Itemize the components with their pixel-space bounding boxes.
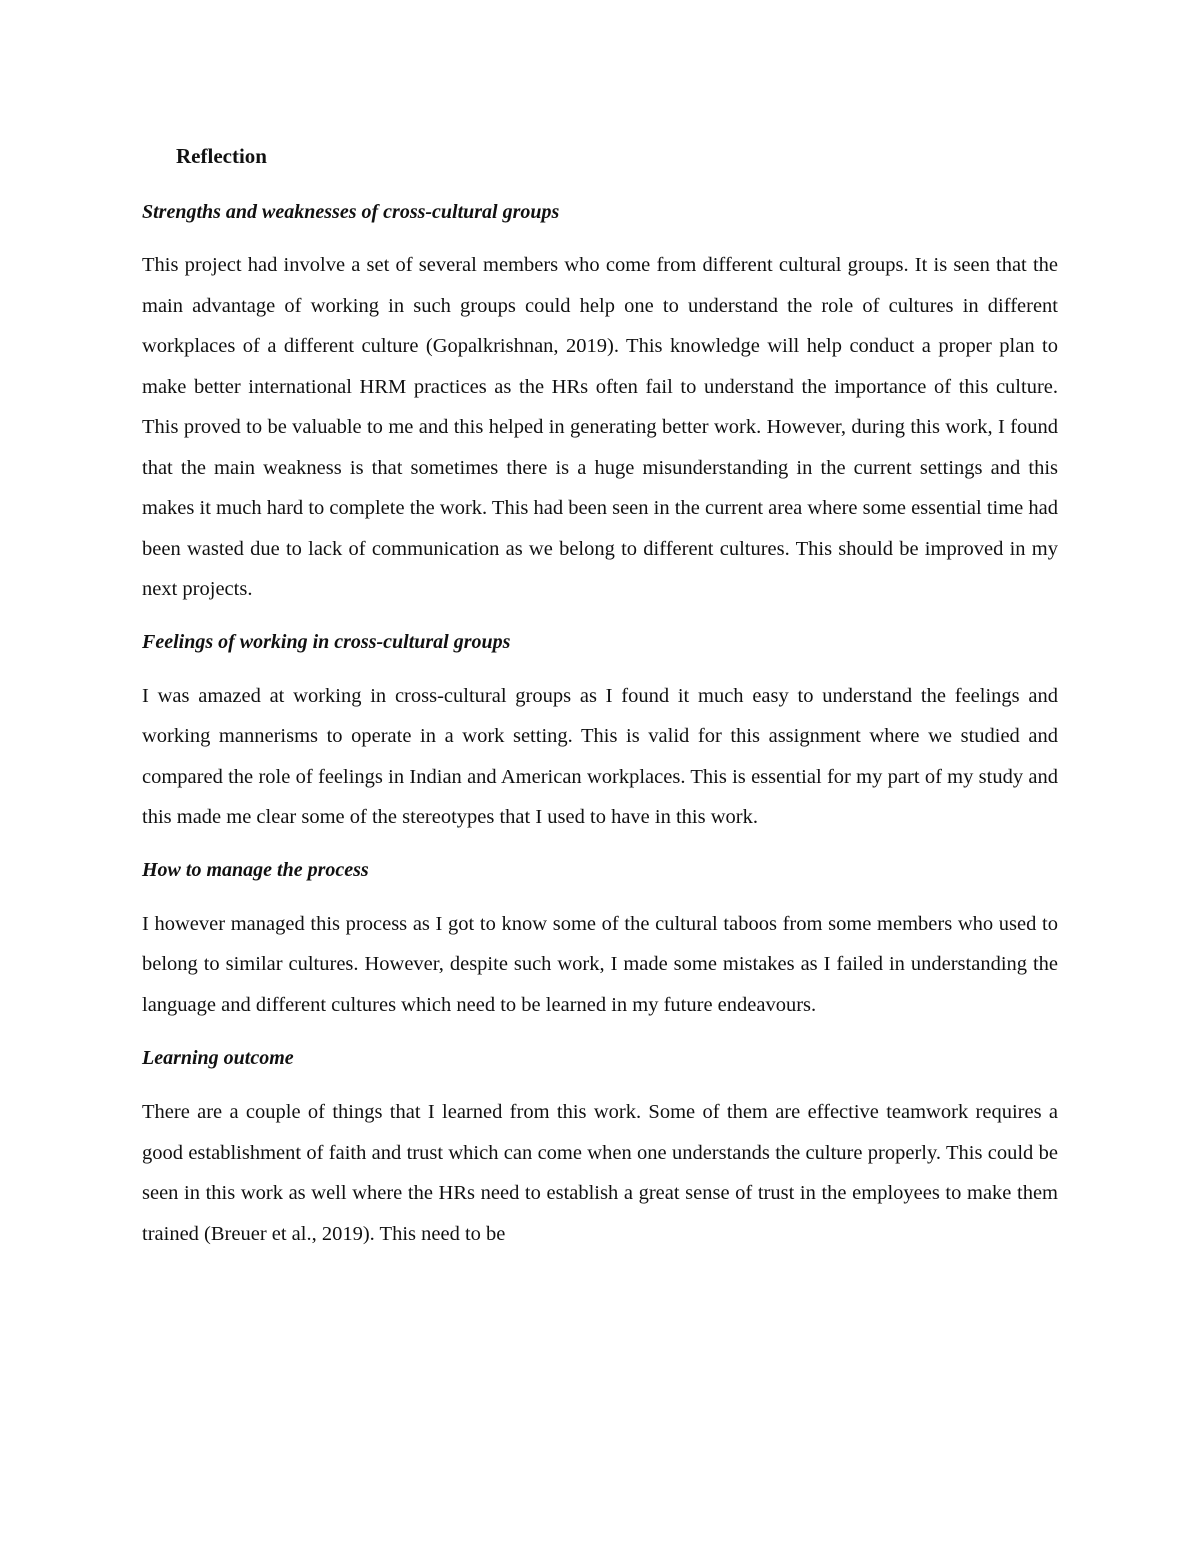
section-heading-strengths-weaknesses: Strengths and weaknesses of cross-cultural groups [142, 201, 560, 223]
section-heading-manage-process: How to manage the process [142, 858, 369, 881]
section-paragraph-manage-process: I however managed this process as I got to know some of the cultural taboos from some members who used to belong to similar cultures. However, despite such work, I made some mistakes as I failed in understanding the language and different cultures which need to be learned in my future endeavours. [142, 912, 1058, 1016]
section-paragraph-strengths-weaknesses: This project had involve a set of several members who come from different cultural groups. It is seen that the main advantage of working in such groups could help one to understand the role of cultures in different workplaces of a different culture (Gopalkrishnan, 2019). This knowledge will help conduct a proper plan to make better international HRM practices as the HRs often fail to understand the importance of this culture. This proved to be valuable to me and this helped in generating better work. However, during this work, I found that the main weakness is that sometimes there is a huge misunderstanding in the current settings and this makes it much hard to complete the work. This had been seen in the current area where some essential time had been wasted due to lack of communication as we belong to different cultures. This should be improved in my next projects. [142, 254, 1058, 600]
section-heading-learning-outcome: Learning outcome [142, 1047, 294, 1069]
document-title: Reflection [176, 144, 267, 168]
section-heading-feelings: Feelings of working in cross-cultural groups [142, 630, 511, 653]
document-body [142, 136, 1058, 1254]
section-paragraph-learning-outcome: There are a couple of things that I learned from this work. Some of them are effective teamwork requires a good establishment of faith and trust which can come when one understands the culture properly. This could be seen in this work as well where the HRs need to establish a great sense of trust in the employees to make them trained (Breuer et al., 2019). This need to be [142, 1101, 1058, 1245]
section-paragraph-feelings: I was amazed at working in cross-cultural groups as I found it much easy to understand the feelings and working mannerisms to operate in a work setting. This is valid for this assignment where we studied and compared the role of feelings in Indian and American workplaces. This is essential for my part of my study and this made me clear some of the stereotypes that I used to have in this work. [142, 684, 1058, 828]
